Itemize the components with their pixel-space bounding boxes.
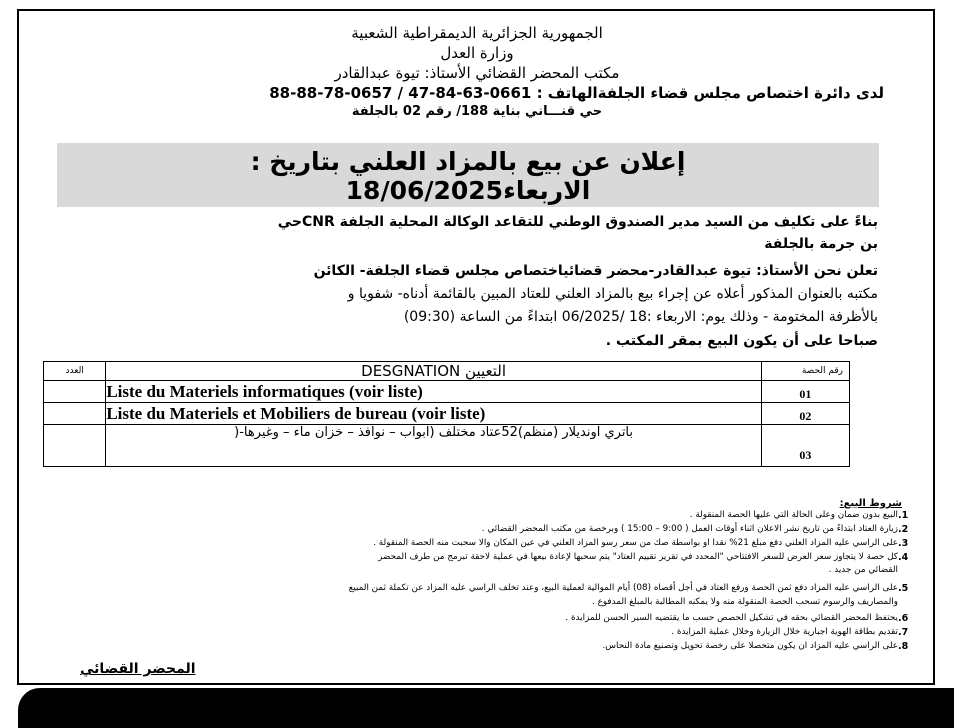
intro-line-3 <box>60 260 878 282</box>
row-lot-number: 02 <box>761 403 849 425</box>
intro-line-5: بالأظرفة المختومة - وذلك يوم: الاربعاء :18 /06/2025 ابتداءً من الساعة (09:30) <box>403 309 878 325</box>
condition-text: زيارة العتاد ابتداءً من تاريخ نشر الاعلان اثناء أوقات العمل ( 9:00 – 15:00 ) وبرخصة من مكتب المحضر القضائي . <box>481 524 898 534</box>
condition-item <box>40 641 920 652</box>
condition-number: 7. <box>898 627 909 638</box>
condition-number: 5. <box>898 583 909 594</box>
row-qty-cell <box>44 381 106 403</box>
office-heading: مكتب المحضر القضائي الأستاذ: تيوة عبدالقادر <box>334 64 620 82</box>
bottom-dark-bar <box>18 688 954 728</box>
intro-line-2: بن جرمة بالجلفة <box>764 236 878 252</box>
condition-item <box>40 597 920 608</box>
row-qty-cell <box>44 403 106 425</box>
announcement-date: الاربعاء18/06/2025 <box>345 176 591 205</box>
conditions-title: شروط البيع: <box>839 498 902 509</box>
row-designation: باتري اونديلار (منظم)52عتاد مختلف (ابواب – نوافذ – خزان ماء – وغيرها-( <box>106 425 762 467</box>
row-lot-number: 01 <box>761 381 849 403</box>
intro-line-3-text: تعلن نحن الأستاذ: تيوة عبدالقادر-محضر قضائياختصاص مجلس قضاء الجلفة- الكائن <box>313 263 878 279</box>
ministry-heading: وزارة العدل <box>440 44 514 62</box>
condition-number: 8. <box>898 641 909 652</box>
condition-item <box>40 613 920 624</box>
condition-item <box>40 583 920 594</box>
condition-item <box>40 627 920 638</box>
intro-line-6: صباحا على أن يكون البيع بمقر المكتب . <box>605 333 878 349</box>
header-designation: DESGNATION التعيين <box>106 362 762 381</box>
address-line: حي قنـــاني بناية 188/ رقم 02 بالجلفة <box>351 104 603 119</box>
announcement-title: إعلان عن بيع بالمزاد العلني بتاريخ : <box>250 147 686 176</box>
table-header-row <box>44 362 850 381</box>
condition-text: والمصاريف والرسوم تسحب الحصة المنقولة منه ولا يمكنه المطالبة بالمبلغ المدفوع . <box>592 597 898 607</box>
condition-text: على الراسي عليه المزاد ان يكون متحصلا على رخصة تحويل وتصنيع مادة النحاس. <box>602 641 898 651</box>
condition-number: 6. <box>898 613 909 624</box>
condition-text: كل حصة لا يتجاوز سعر العرض للسعر الافتتاحي "المحدد في تقرير تقييم العتاد" يتم سحبها لإعادة بيعها في عملية لاحقة تبرمج من طرف المحضر <box>378 552 898 562</box>
condition-item <box>40 524 920 535</box>
intro-line-4: مكتبه بالعنوان المذكور أعلاه عن إجراء بيع بالمزاد العلني للعتاد المبين بالقائمة أدناه- شفويا و <box>347 286 878 302</box>
header-qty: العدد <box>44 362 106 381</box>
condition-text: يحتفظ المحضر القضائي بحقه في تشكيل الحصص حسب ما يقتضيه السير الحسن للمزايدة . <box>565 613 898 623</box>
row-lot-number: 03 <box>761 425 849 467</box>
table-row <box>44 381 850 403</box>
row-qty-cell <box>44 425 106 467</box>
condition-number: 3. <box>898 538 909 549</box>
condition-text: على الراسي عليه المزاد العلني دفع مبلغ 21% نقدا او بواسطة صك من سعر رسو المزاد العلني في عين المكان والا سحبت منه الحصة المنقولة . <box>373 538 898 548</box>
intro-line-1: بناءً على تكليف من السيد مدير الصندوق الوطني للتقاعد الوكالة المحلية الجلفة CNRحي <box>277 214 878 230</box>
condition-item <box>40 510 920 521</box>
condition-number: 1. <box>898 510 909 521</box>
header-lot-number: رقم الحصة <box>761 362 849 381</box>
row-designation: Liste du Materiels informatiques (voir liste) <box>106 381 762 403</box>
row-designation: Liste du Materiels et Mobiliers de bureau (voir liste) <box>106 403 762 425</box>
lots-table <box>43 361 850 467</box>
condition-item <box>40 565 920 576</box>
condition-item <box>40 552 920 563</box>
signature-label: المحضر القضائي <box>80 661 196 677</box>
condition-text: القضائي من جديد . <box>828 565 898 575</box>
condition-text: على الراسي عليه المزاد دفع ثمن الحصة ورفع العتاد في أجل أقصاه (08) أيام الموالية لعملية البيع، وعند تخلف الراسي عليه المزاد عن تكملة ثمن المبيع <box>348 583 898 593</box>
contact-line: لدى دائرة اختصاص مجلس قضاء الجلفةالهاتف : 0661-63-84-47 / 0657-78-88-88 <box>269 84 884 102</box>
condition-number: 4. <box>898 552 909 563</box>
condition-item <box>40 538 920 549</box>
republic-heading: الجمهورية الجزائرية الديمقراطية الشعبية <box>351 24 603 42</box>
condition-number: 2. <box>898 524 909 535</box>
condition-text: البيع بدون ضمان وعلى الحالة التي عليها الحصة المنقولة . <box>689 510 898 520</box>
table-row <box>44 425 850 467</box>
table-row <box>44 403 850 425</box>
condition-text: تقديم بطاقة الهوية اجبارية خلال الزيارة وخلال عملية المزايدة . <box>671 627 898 637</box>
